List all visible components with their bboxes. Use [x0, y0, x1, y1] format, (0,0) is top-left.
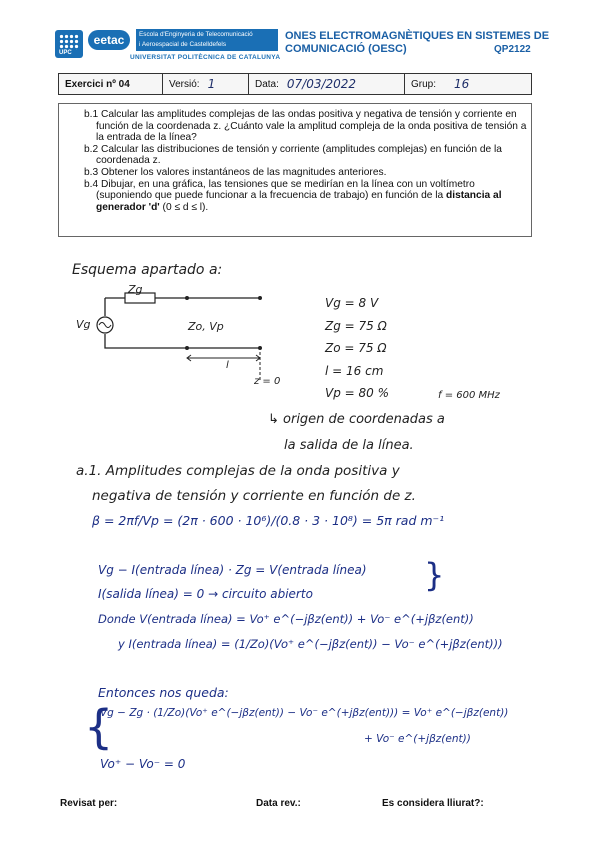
param-vg: Vg = 8 V [325, 296, 379, 310]
scheme-heading: Esquema apartado a: [72, 262, 223, 278]
upc-logo-text: UPC [59, 50, 72, 56]
equation-current-input: y I(entrada línea) = (1/Zo)(Vo⁺ e^(−jβz(ent)) − Vo⁻ e^(+jβz(ent))) [118, 637, 503, 651]
version-value: 1 [207, 77, 216, 91]
param-zo: Zo = 75 Ω [325, 341, 387, 355]
is-delivered-label: Es considera lliurat?: [382, 798, 484, 809]
parameter-list [325, 292, 389, 405]
vg-label: Vg [76, 318, 91, 331]
param-frequency: f = 600 MHz [438, 390, 500, 401]
course-code: QP2122 [494, 44, 531, 55]
a1-heading-line-1: a.1. Amplitudes complejas de la onda positiva y [76, 463, 400, 479]
date-label: Data: [255, 78, 279, 90]
param-l: l = 16 cm [325, 363, 384, 378]
statement-b4-text: b.4 Dibujar, en una gráfica, las tensiones que se medirían en la línea con un voltímetro (suponiendo que puede funcionar a la frecuencia de trabajo) en función de la [84, 178, 475, 202]
exercise-info-bar [58, 73, 532, 95]
statement-b1: b.1 Calcular las amplitudes complejas de las ondas positiva y negativa de tensión y corriente en función de la coordenada z. ¿Cuánto vale la amplitud compleja de la onda positiva de tensión a la entrada de la línea? [84, 109, 527, 144]
statement-b4 [84, 179, 530, 214]
system-brace-icon: { [84, 700, 114, 754]
param-vp: Vp = 80 % [325, 386, 389, 400]
review-date-label: Data rev.: [256, 798, 301, 809]
group-value: 16 [454, 77, 470, 91]
node-top [185, 296, 189, 300]
origin-note-line-1: ↳ origen de coordenadas a [268, 412, 445, 427]
date-cell [249, 74, 405, 94]
origin-note-line-2: la salida de la línea. [284, 438, 414, 453]
then-label: Entonces nos queda: [98, 685, 229, 700]
school-line-1: Escola d'Enginyeria de Telecomunicació [139, 31, 253, 38]
equation-boundary-output: I(salida línea) = 0 → circuito abierto [98, 587, 313, 601]
a1-heading-line-2: negativa de tensión y corriente en función de z. [92, 488, 416, 504]
node-top-end [258, 296, 262, 300]
group-cell [405, 74, 531, 94]
equation-system-2: Vo⁺ − Vo⁻ = 0 [100, 757, 186, 771]
bottom-wire [105, 298, 260, 348]
statement-b3: b.3 Obtener los valores instantáneos de las magnitudes anteriores. [84, 166, 387, 178]
date-value: 07/03/2022 [286, 77, 357, 91]
group-label: Grup: [411, 78, 437, 90]
version-cell [163, 74, 249, 94]
equation-voltage-input: Donde V(entrada línea) = Vo⁺ e^(−jβz(ent)) + Vo⁻ e^(+jβz(ent)) [98, 612, 474, 626]
brace-icon: } [424, 556, 445, 594]
version-label: Versió: [169, 78, 200, 90]
statement-b4-bold: distancia al generador 'd' [96, 190, 502, 213]
statement-b4-tail: (0 ≤ d ≤ l). [159, 201, 209, 213]
z0-label: z = 0 [254, 376, 281, 387]
reviewed-by-label: Revisat per: [60, 798, 118, 809]
node-bottom [185, 346, 189, 350]
eetac-logo: eetac [88, 30, 130, 50]
school-name [136, 29, 278, 51]
university-name: UNIVERSITAT POLITÈCNICA DE CATALUNYA [130, 54, 281, 61]
equation-boundary-input: Vg − I(entrada línea) · Zg = V(entrada línea) [98, 563, 367, 577]
statement-b2: b.2 Calcular las distribuciones de tensión y corriente (amplitudes complejas) en función de la coordenada z. [84, 143, 502, 167]
param-zg: Zg = 75 Ω [325, 318, 387, 333]
node-bottom-end [258, 346, 262, 350]
line-label: Zo, Vp [188, 320, 224, 333]
course-title-line-2: COMUNICACIÓ (OESC) [285, 43, 407, 55]
l-label: l [226, 360, 229, 371]
statement-text [84, 109, 530, 213]
zg-label: Zg [128, 283, 143, 296]
equation-system-1-cont: + Vo⁻ e^(+jβz(ent)) [364, 733, 471, 745]
equation-system-1: Vg − Zg · (1/Zo)(Vo⁺ e^(−jβz(ent)) − Vo⁻ e^(+jβz(ent))) = Vo⁺ e^(−jβz(ent)) [100, 707, 509, 719]
exercise-number: Exercici nº 04 [59, 74, 163, 94]
school-line-2: i Aeroespacial de Castelldefels [139, 41, 227, 48]
course-title-line-1: ONES ELECTROMAGNÈTIQUES EN SISTEMES DE [285, 30, 550, 42]
beta-equation: β = 2πf/Vp = (2π · 600 · 10⁶)/(0.8 · 3 · 10⁸) = 5π rad m⁻¹ [92, 513, 445, 528]
